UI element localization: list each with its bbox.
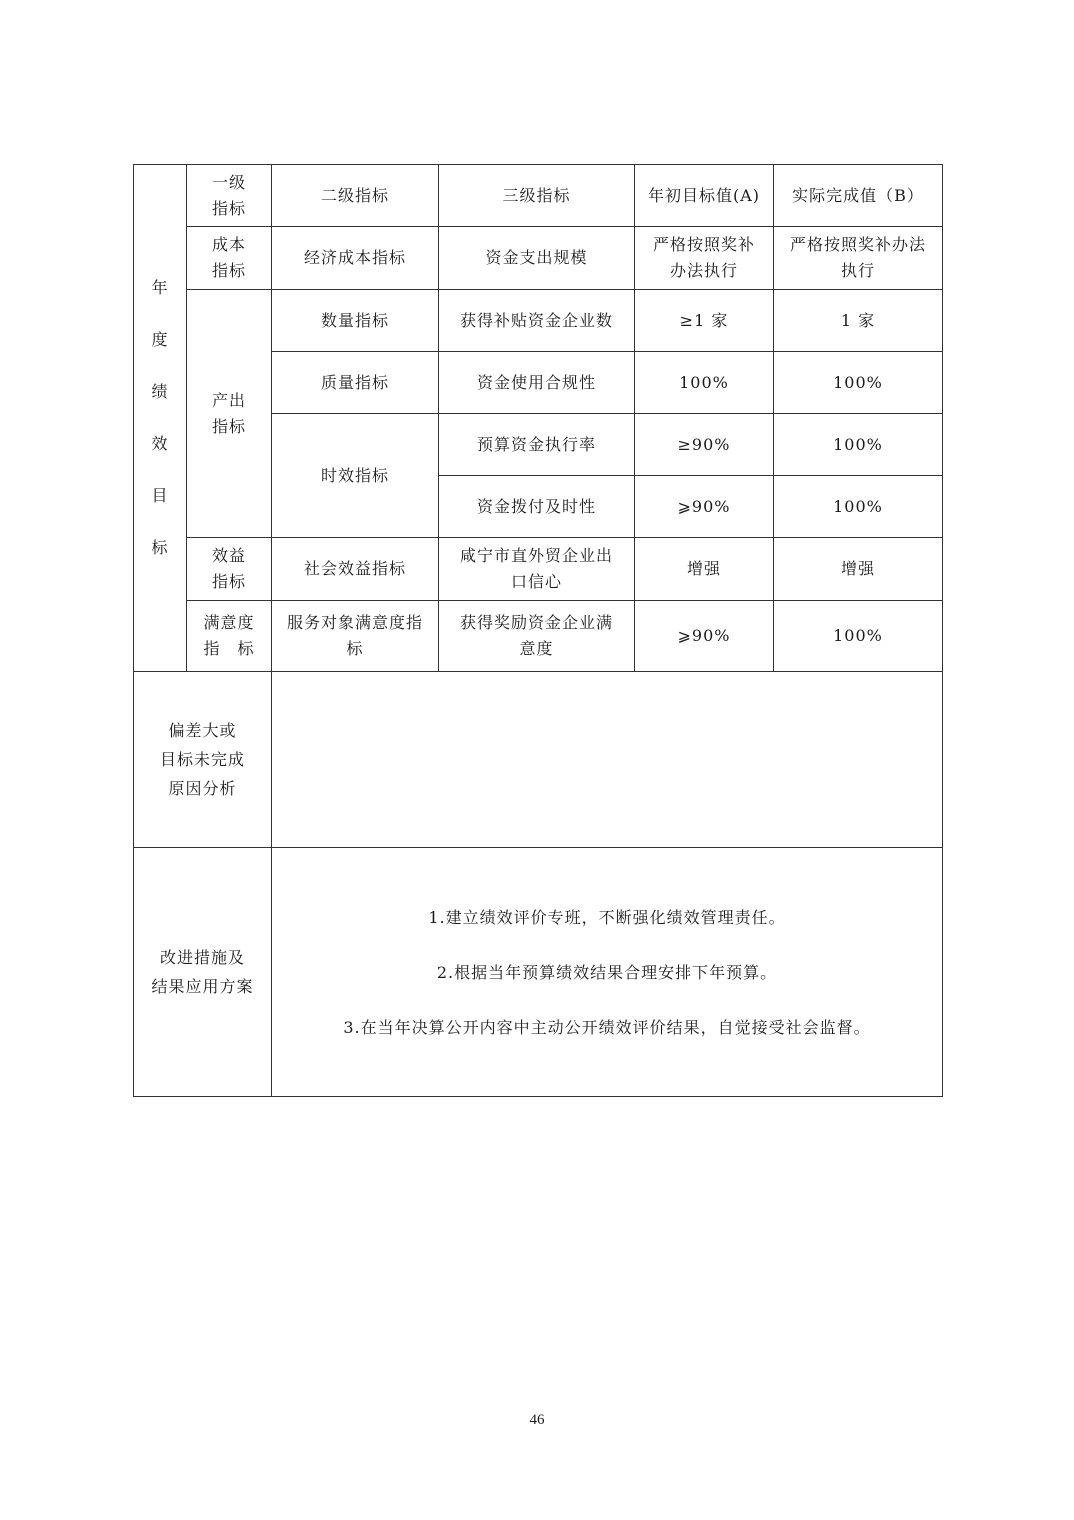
satisfaction-target: ⩾90% [635,601,774,672]
table-row [134,227,943,290]
improvement-item: 2.根据当年预算绩效结果合理安排下年预算。 [436,962,778,982]
timeliness-1-target: ≥90% [635,414,774,476]
quality-actual: 100% [774,352,943,414]
quantity-level2: 数量指标 [272,290,439,352]
improvement-measures-label: 改进措施及 结果应用方案 [134,848,272,1097]
satisfaction-level2: 服务对象满意度指 标 [272,601,439,672]
header-target: 年初目标值(A) [635,165,774,227]
cost-level1: 成本 指标 [187,227,272,290]
section-label-annual-targets: 年 度 绩 效 目 标 [134,165,187,672]
improvement-item: 3.在当年决算公开内容中主动公开绩效评价结果，自觉接受社会监督。 [343,1017,871,1037]
output-level1: 产出 指标 [187,290,272,538]
table-row [134,601,943,672]
benefit-level3: 咸宁市直外贸企业出 口信心 [439,538,635,601]
quality-level2: 质量指标 [272,352,439,414]
table-row [134,290,943,352]
quantity-level3: 获得补贴资金企业数 [439,290,635,352]
timeliness-1-level3: 预算资金执行率 [439,414,635,476]
table-row [134,848,943,1097]
quantity-actual: 1 家 [774,290,943,352]
timeliness-2-actual: 100% [774,476,943,538]
timeliness-level2: 时效指标 [272,414,439,538]
improvement-item: 1.建立绩效评价专班，不断强化绩效管理责任。 [428,907,786,927]
satisfaction-level3: 获得奖励资金企业满 意度 [439,601,635,672]
cost-actual: 严格按照奖补办法 执行 [774,227,943,290]
cost-level2: 经济成本指标 [272,227,439,290]
timeliness-1-actual: 100% [774,414,943,476]
benefit-level2: 社会效益指标 [272,538,439,601]
benefit-level1: 效益 指标 [187,538,272,601]
header-level2: 二级指标 [272,165,439,227]
cost-target: 严格按照奖补 办法执行 [635,227,774,290]
quality-level3: 资金使用合规性 [439,352,635,414]
page-number: 46 [529,1412,545,1428]
performance-table [133,164,943,1097]
timeliness-2-target: ⩾90% [635,476,774,538]
benefit-actual: 增强 [774,538,943,601]
cost-level3: 资金支出规模 [439,227,635,290]
benefit-target: 增强 [635,538,774,601]
header-actual: 实际完成值（B） [774,165,943,227]
table-row [134,672,943,848]
deviation-analysis-label: 偏差大或 目标未完成 原因分析 [134,672,272,848]
quality-target: 100% [635,352,774,414]
satisfaction-actual: 100% [774,601,943,672]
timeliness-2-level3: 资金拨付及时性 [439,476,635,538]
deviation-analysis-content [272,672,943,848]
header-level1: 一级 指标 [187,165,272,227]
header-level3: 三级指标 [439,165,635,227]
satisfaction-level1: 满意度 指 标 [187,601,272,672]
improvement-measures-content [272,848,943,1097]
table-row [134,538,943,601]
quantity-target: ≥1 家 [635,290,774,352]
